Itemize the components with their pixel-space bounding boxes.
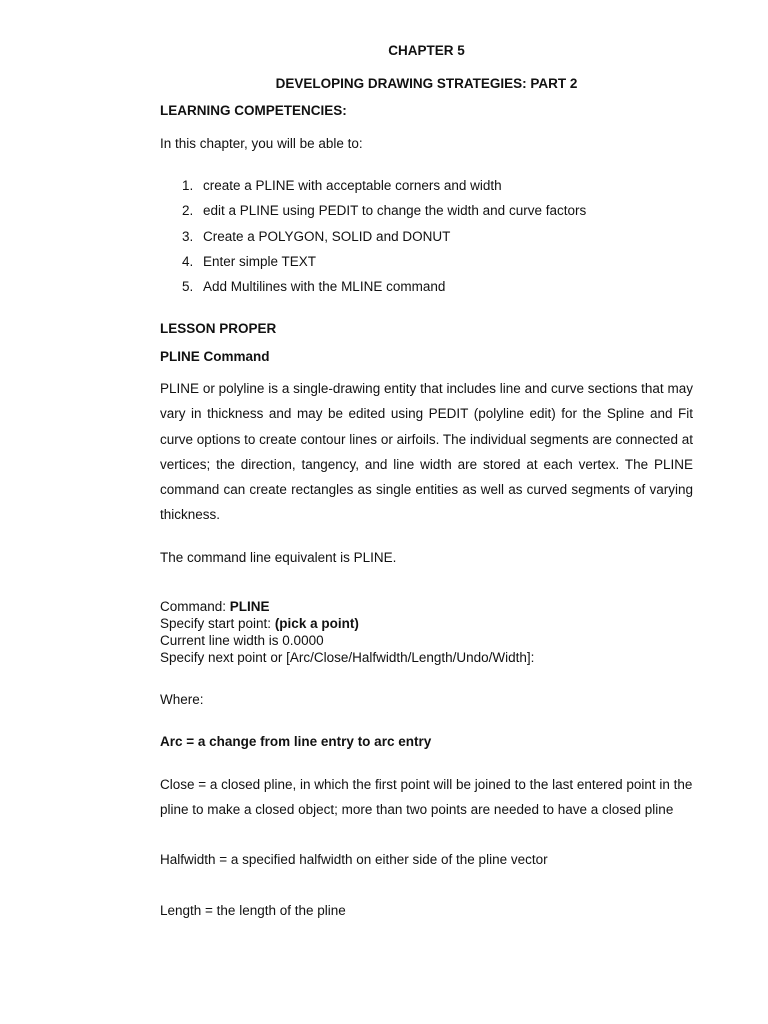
list-item-text: Add Multilines with the MLINE command: [203, 279, 446, 294]
close-definition: Close = a closed pline, in which the first point will be joined to the last entered point in the pline to make a closed object; more than two points are needed to have a closed pline: [160, 777, 693, 817]
command-line: [160, 598, 270, 615]
list-item-number: 3.: [182, 229, 194, 244]
competencies-intro: In this chapter, you will be able to:: [160, 136, 363, 151]
start-point-action: (pick a point): [274, 616, 359, 631]
line-width-line: Current line width is 0.0000: [160, 633, 324, 648]
list-item-text: create a PLINE with acceptable corners and width: [203, 178, 502, 193]
list-item-number: 5.: [182, 279, 194, 294]
chapter-title: CHAPTER 5: [388, 43, 465, 58]
arc-definition: Arc = a change from line entry to arc entry: [160, 734, 432, 749]
list-item-text: edit a PLINE using PEDIT to change the width and curve factors: [203, 203, 587, 218]
halfwidth-definition: Halfwidth = a specified halfwidth on either side of the pline vector: [160, 852, 548, 867]
start-point-prefix: Specify start point:: [160, 616, 275, 631]
list-item-number: 4.: [182, 254, 194, 269]
chapter-subtitle: DEVELOPING DRAWING STRATEGIES: PART 2: [275, 76, 578, 91]
list-item-text: Enter simple TEXT: [203, 254, 317, 269]
start-point-line: [160, 615, 359, 632]
lesson-heading: LESSON PROPER: [160, 321, 277, 336]
lesson-paragraph: PLINE or polyline is a single-drawing entity that includes line and curve sections that may vary in thickness and may be edited using PEDIT (polyline edit) for the Spline and Fit curve options to create contour lines or airfoils. The individual segments are connected at vertices; the direction, tangency, and line width are stored at each vertex. The PLINE command can create rectangles as single entities as well as curved segments of varying thickness.: [160, 381, 693, 523]
command-name: PLINE: [229, 599, 270, 614]
lesson-subheading: PLINE Command: [160, 349, 270, 364]
command-equivalent: The command line equivalent is PLINE.: [160, 550, 397, 565]
list-item-number: 2.: [182, 203, 194, 218]
where-label: Where:: [160, 692, 204, 707]
list-item-number: 1.: [182, 178, 194, 193]
next-point-line: Specify next point or [Arc/Close/Halfwidth/Length/Undo/Width]:: [160, 650, 535, 665]
list-item-text: Create a POLYGON, SOLID and DONUT: [203, 229, 451, 244]
length-definition: Length = the length of the pline: [160, 903, 346, 918]
competencies-heading: LEARNING COMPETENCIES:: [160, 103, 347, 118]
command-prefix: Command:: [160, 599, 230, 614]
